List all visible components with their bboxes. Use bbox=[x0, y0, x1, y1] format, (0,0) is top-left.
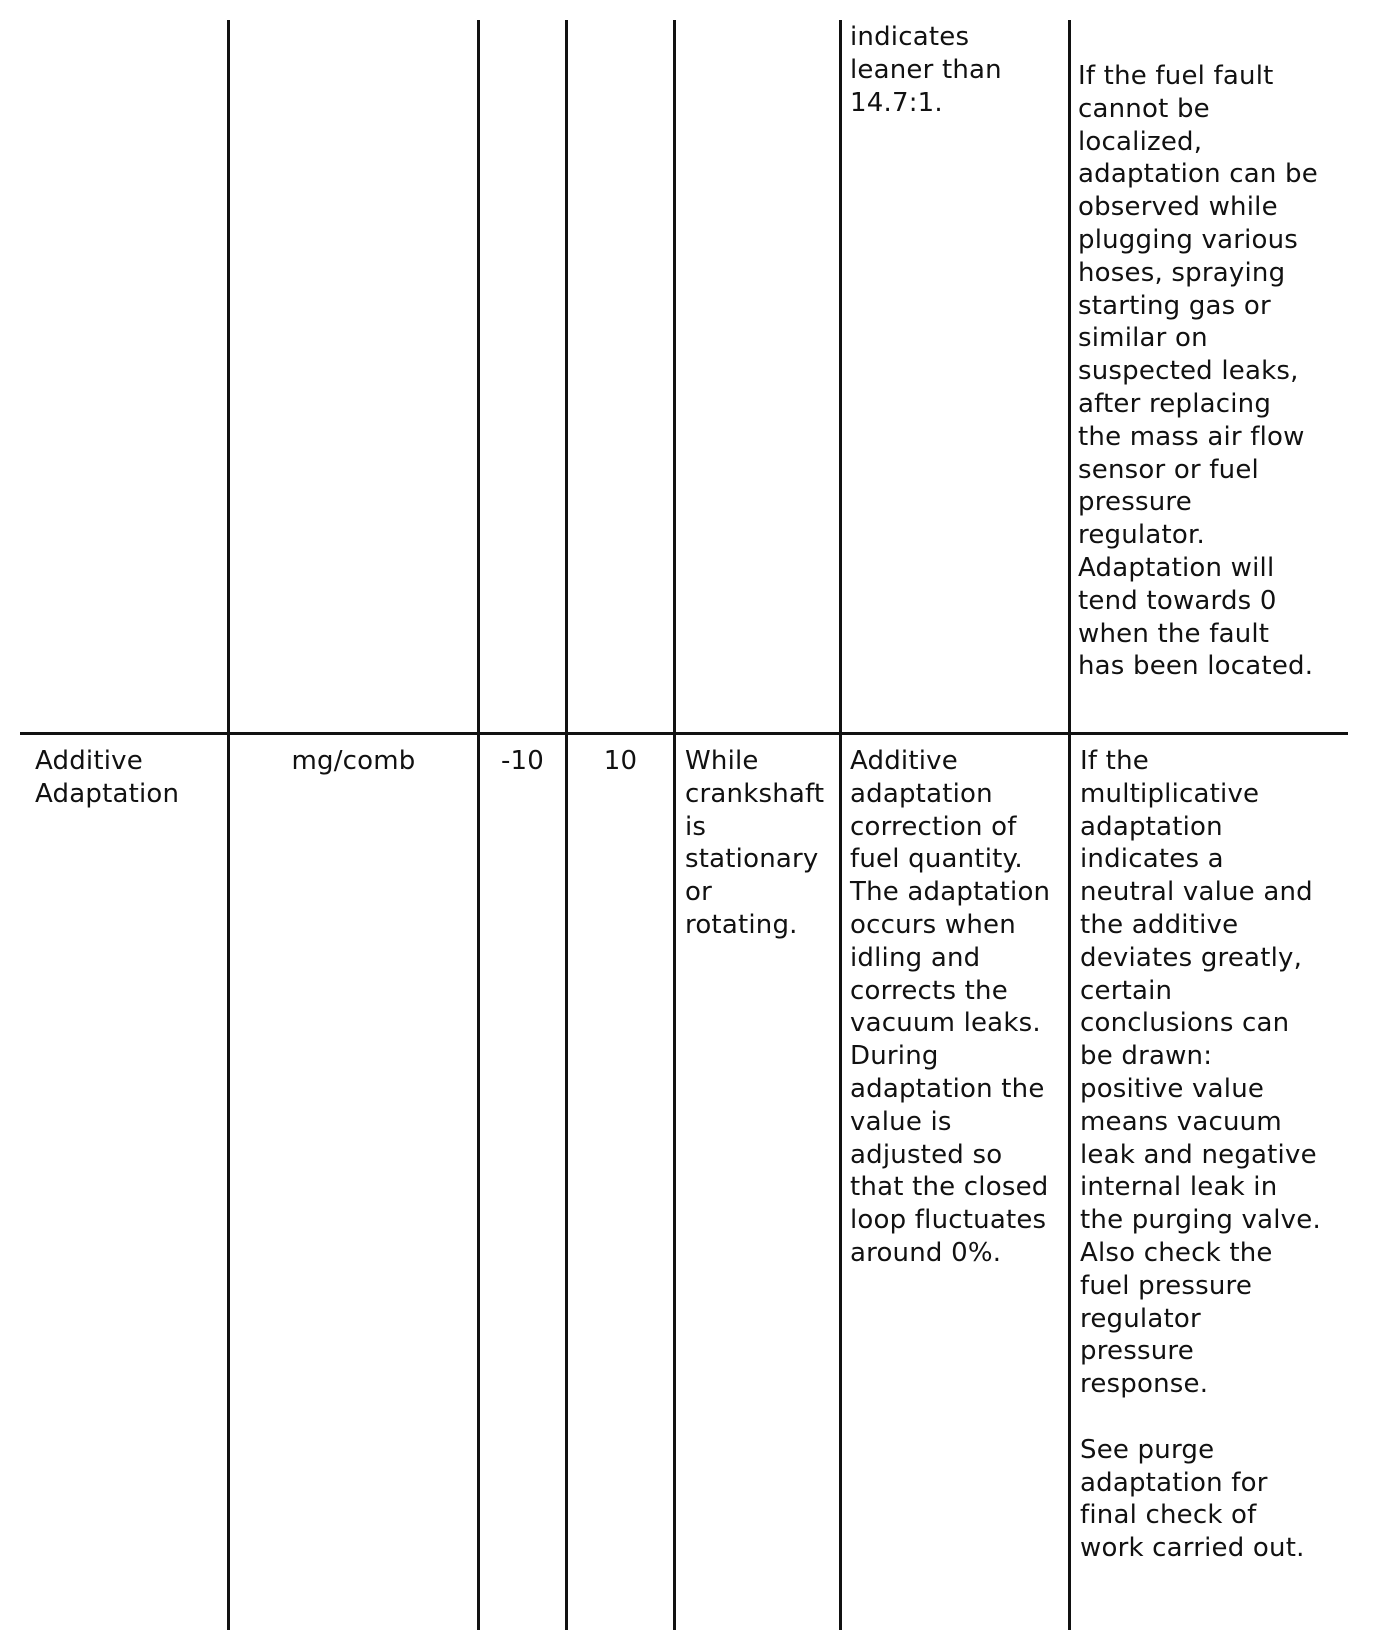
row-divider bbox=[20, 732, 1348, 735]
column-divider-2 bbox=[477, 20, 480, 1630]
continued-description-cell: indicates leaner than 14.7:1. bbox=[850, 22, 1002, 118]
parameter-cell: Additive Adaptation bbox=[35, 746, 180, 809]
column-divider-3 bbox=[565, 20, 568, 1630]
column-divider-6 bbox=[1068, 20, 1071, 1630]
unit-cell: mg/comb bbox=[291, 746, 416, 776]
notes-cell: If the multiplicative adaptation indicates a neutral value and the additive deviates greatly, certain conclusions can be drawn: positive value means vacuum leak and negative internal leak in the purging valve. Also check the fuel pressure regulator pressure response. See purge adaptation for final check of work carried out. bbox=[1080, 746, 1321, 1564]
description-cell: Additive adaptation correction of fuel quantity. The adaptation occurs when idling and corrects the vacuum leaks. During adaptation the value is adjusted so that the closed loop fluctuates around 0%. bbox=[850, 746, 1051, 1268]
column-divider-5 bbox=[839, 20, 842, 1630]
max-value-cell: 10 bbox=[603, 746, 638, 776]
condition-cell: While crankshaft is stationary or rotating. bbox=[685, 746, 825, 940]
column-divider-4 bbox=[673, 20, 676, 1630]
column-divider-1 bbox=[227, 20, 230, 1630]
min-value-cell: -10 bbox=[500, 746, 545, 776]
continued-notes-cell: If the fuel fault cannot be localized, adaptation can be observed while plugging various hoses, spraying starting gas or similar on suspected leaks, after replacing the mass air flow sensor or fuel pressure regulator. Adaptation will tend towards 0 when the fault has been located. bbox=[1078, 61, 1318, 682]
